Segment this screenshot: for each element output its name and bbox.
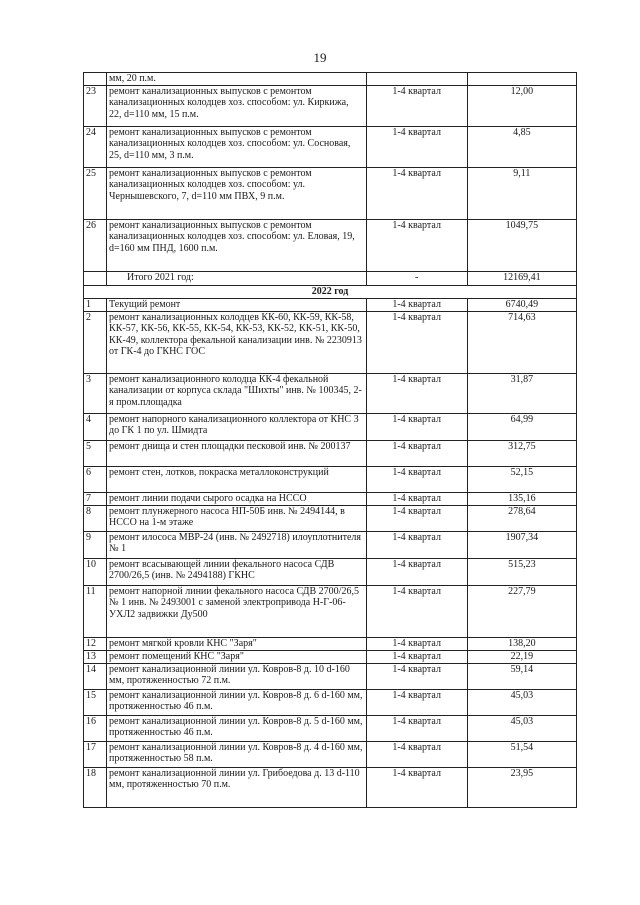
row-number: 6 bbox=[84, 467, 107, 493]
row-description: ремонт напорной линии фекального насоса СДВ 2700/26,5 № 1 инв. № 2493001 с заменой электропривода Н-Г-06-УХЛ2 задвижки Ду500 bbox=[107, 586, 367, 638]
row-amount: 312,75 bbox=[467, 441, 576, 467]
total-amount: 12169,41 bbox=[467, 272, 576, 286]
row-number: 17 bbox=[84, 742, 107, 768]
row-number: 12 bbox=[84, 638, 107, 651]
row-number: 3 bbox=[84, 374, 107, 414]
row-description: ремонт канализационных выпусков с ремонтом канализационных колодцев хоз. способом: ул. Сосновая, 25, d=110 мм, 3 п.м. bbox=[107, 127, 367, 168]
row-period: 1-4 квартал bbox=[366, 651, 467, 664]
row-period: 1-4 квартал bbox=[366, 664, 467, 690]
row-amount: 135,16 bbox=[467, 493, 576, 506]
table-body bbox=[84, 73, 577, 808]
works-table bbox=[83, 72, 577, 808]
table-row bbox=[84, 86, 577, 127]
year-header: 2022 год bbox=[84, 286, 577, 299]
row-amount: 6740,49 bbox=[467, 299, 576, 312]
row-period: 1-4 квартал bbox=[366, 220, 467, 272]
row-description: ремонт напорного канализационного коллектора от КНС 3 до ГК 1 по ул. Шмидта bbox=[107, 414, 367, 441]
row-description: ремонт канализационных выпусков с ремонтом канализационных колодцев хоз. способом: ул. Киркижа, 22, d=110 мм, 15 п.м. bbox=[107, 86, 367, 127]
table-row bbox=[84, 532, 577, 559]
table-row bbox=[84, 312, 577, 374]
row-amount: 1907,34 bbox=[467, 532, 576, 559]
row-number: 4 bbox=[84, 414, 107, 441]
table-row bbox=[84, 414, 577, 441]
row-description: Текущий ремонт bbox=[107, 299, 367, 312]
table-row bbox=[84, 559, 577, 586]
row-number: 8 bbox=[84, 506, 107, 532]
total-period: - bbox=[366, 272, 467, 286]
row-description: ремонт канализационной линии ул. Ковров-8 д. 5 d-160 мм, протяженностью 46 п.м. bbox=[107, 716, 367, 742]
total-label: Итого 2021 год: bbox=[107, 272, 367, 286]
row-description: ремонт канализационной линии ул. Грибоедова д. 13 d-110 мм, протяженностью 70 п.м. bbox=[107, 768, 367, 808]
row-number: 7 bbox=[84, 493, 107, 506]
row-number: 14 bbox=[84, 664, 107, 690]
row-number: 15 bbox=[84, 690, 107, 716]
row-period: 1-4 квартал bbox=[366, 467, 467, 493]
row-amount: 45,03 bbox=[467, 690, 576, 716]
row-number: 2 bbox=[84, 312, 107, 374]
table-row bbox=[84, 299, 577, 312]
row-period: 1-4 квартал bbox=[366, 690, 467, 716]
row-description: ремонт днища и стен площадки песковой инв. № 200137 bbox=[107, 441, 367, 467]
row-amount: 714,63 bbox=[467, 312, 576, 374]
row-period: 1-4 квартал bbox=[366, 86, 467, 127]
row-period bbox=[366, 73, 467, 86]
table-row-total-2021 bbox=[84, 272, 577, 286]
page-number: 19 bbox=[313, 50, 327, 65]
table-row bbox=[84, 716, 577, 742]
row-period: 1-4 квартал bbox=[366, 168, 467, 220]
year-header-row bbox=[84, 286, 577, 299]
row-number: 25 bbox=[84, 168, 107, 220]
table-row bbox=[84, 220, 577, 272]
row-amount: 52,15 bbox=[467, 467, 576, 493]
row-amount: 515,23 bbox=[467, 559, 576, 586]
table-row-continuation bbox=[84, 73, 577, 86]
row-amount: 59,14 bbox=[467, 664, 576, 690]
table-row bbox=[84, 168, 577, 220]
row-period: 1-4 квартал bbox=[366, 299, 467, 312]
row-number bbox=[84, 272, 107, 286]
row-description: ремонт мягкой кровли КНС "Заря" bbox=[107, 638, 367, 651]
row-description: ремонт канализационного колодца КК-4 фекальной канализации от корпуса склада "Шихты" инв. № 100345, 2-я пром.площадка bbox=[107, 374, 367, 414]
row-description: ремонт всасывающей линии фекального насоса СДВ 2700/26,5 (инв. № 2494188) ГКНС bbox=[107, 559, 367, 586]
row-amount: 138,20 bbox=[467, 638, 576, 651]
row-number: 16 bbox=[84, 716, 107, 742]
row-period: 1-4 квартал bbox=[366, 716, 467, 742]
row-period: 1-4 квартал bbox=[366, 638, 467, 651]
row-description: ремонт помещений КНС "Заря" bbox=[107, 651, 367, 664]
row-period: 1-4 квартал bbox=[366, 532, 467, 559]
row-description: ремонт канализационной линии ул. Ковров-8 д. 4 d-160 мм, протяженностью 58 п.м. bbox=[107, 742, 367, 768]
row-amount: 45,03 bbox=[467, 716, 576, 742]
table-row bbox=[84, 664, 577, 690]
row-period: 1-4 квартал bbox=[366, 506, 467, 532]
table-row bbox=[84, 506, 577, 532]
row-amount: 227,79 bbox=[467, 586, 576, 638]
row-amount: 23,95 bbox=[467, 768, 576, 808]
row-description: ремонт стен, лотков, покраска металлоконструкций bbox=[107, 467, 367, 493]
table-row bbox=[84, 441, 577, 467]
row-number: 5 bbox=[84, 441, 107, 467]
row-period: 1-4 квартал bbox=[366, 493, 467, 506]
row-description: ремонт канализационных колодцев КК-60, КК-59, КК-58, КК-57, КК-56, КК-55, КК-54, КК-53, КК-52, КК-51, КК-50, КК-49, коллектора фекальной канализации инв. № 2230913 от ГК-4 до ГКНС ГОС bbox=[107, 312, 367, 374]
row-period: 1-4 квартал bbox=[366, 312, 467, 374]
row-number: 23 bbox=[84, 86, 107, 127]
table-row bbox=[84, 690, 577, 716]
table-row bbox=[84, 467, 577, 493]
row-number: 26 bbox=[84, 220, 107, 272]
row-period: 1-4 квартал bbox=[366, 586, 467, 638]
row-amount: 4,85 bbox=[467, 127, 576, 168]
row-description: ремонт канализационной линии ул. Ковров-8 д. 10 d-160 мм, протяженностью 72 п.м. bbox=[107, 664, 367, 690]
row-number: 18 bbox=[84, 768, 107, 808]
row-description: ремонт канализационных выпусков с ремонтом канализационных колодцев хоз. способом: ул. Чернышевского, 7, d=110 мм ПВХ, 9 п.м. bbox=[107, 168, 367, 220]
row-period: 1-4 квартал bbox=[366, 414, 467, 441]
table-row bbox=[84, 651, 577, 664]
row-amount: 64,99 bbox=[467, 414, 576, 441]
row-amount: 9,11 bbox=[467, 168, 576, 220]
row-period: 1-4 квартал bbox=[366, 441, 467, 467]
row-period: 1-4 квартал bbox=[366, 127, 467, 168]
table-row bbox=[84, 742, 577, 768]
table-row bbox=[84, 127, 577, 168]
row-amount: 1049,75 bbox=[467, 220, 576, 272]
table-row bbox=[84, 586, 577, 638]
row-amount: 31,87 bbox=[467, 374, 576, 414]
table-row bbox=[84, 374, 577, 414]
row-period: 1-4 квартал bbox=[366, 768, 467, 808]
row-amount: 51,54 bbox=[467, 742, 576, 768]
row-number: 24 bbox=[84, 127, 107, 168]
row-number bbox=[84, 73, 107, 86]
table-row bbox=[84, 638, 577, 651]
row-number: 11 bbox=[84, 586, 107, 638]
row-description: ремонт плунжерного насоса НП-50Б инв. № 2494144, в НССО на 1-м этаже bbox=[107, 506, 367, 532]
table-row bbox=[84, 768, 577, 808]
row-description: ремонт линии подачи сырого осадка на НССО bbox=[107, 493, 367, 506]
row-number: 10 bbox=[84, 559, 107, 586]
row-number: 1 bbox=[84, 299, 107, 312]
row-number: 13 bbox=[84, 651, 107, 664]
row-description: ремонт канализационной линии ул. Ковров-8 д. 6 d-160 мм, протяженностью 46 п.м. bbox=[107, 690, 367, 716]
row-amount bbox=[467, 73, 576, 86]
row-amount: 22,19 bbox=[467, 651, 576, 664]
row-description: мм, 20 п.м. bbox=[107, 73, 367, 86]
table-row bbox=[84, 493, 577, 506]
row-period: 1-4 квартал bbox=[366, 559, 467, 586]
row-number: 9 bbox=[84, 532, 107, 559]
row-period: 1-4 квартал bbox=[366, 374, 467, 414]
row-period: 1-4 квартал bbox=[366, 742, 467, 768]
row-amount: 278,64 bbox=[467, 506, 576, 532]
row-amount: 12,00 bbox=[467, 86, 576, 127]
row-description: ремонт илососа МВР-24 (инв. № 2492718) илоуплотнителя № 1 bbox=[107, 532, 367, 559]
row-description: ремонт канализационных выпусков с ремонтом канализационных колодцев хоз. способом: ул. Еловая, 19, d=160 мм ПНД, 1600 п.м. bbox=[107, 220, 367, 272]
